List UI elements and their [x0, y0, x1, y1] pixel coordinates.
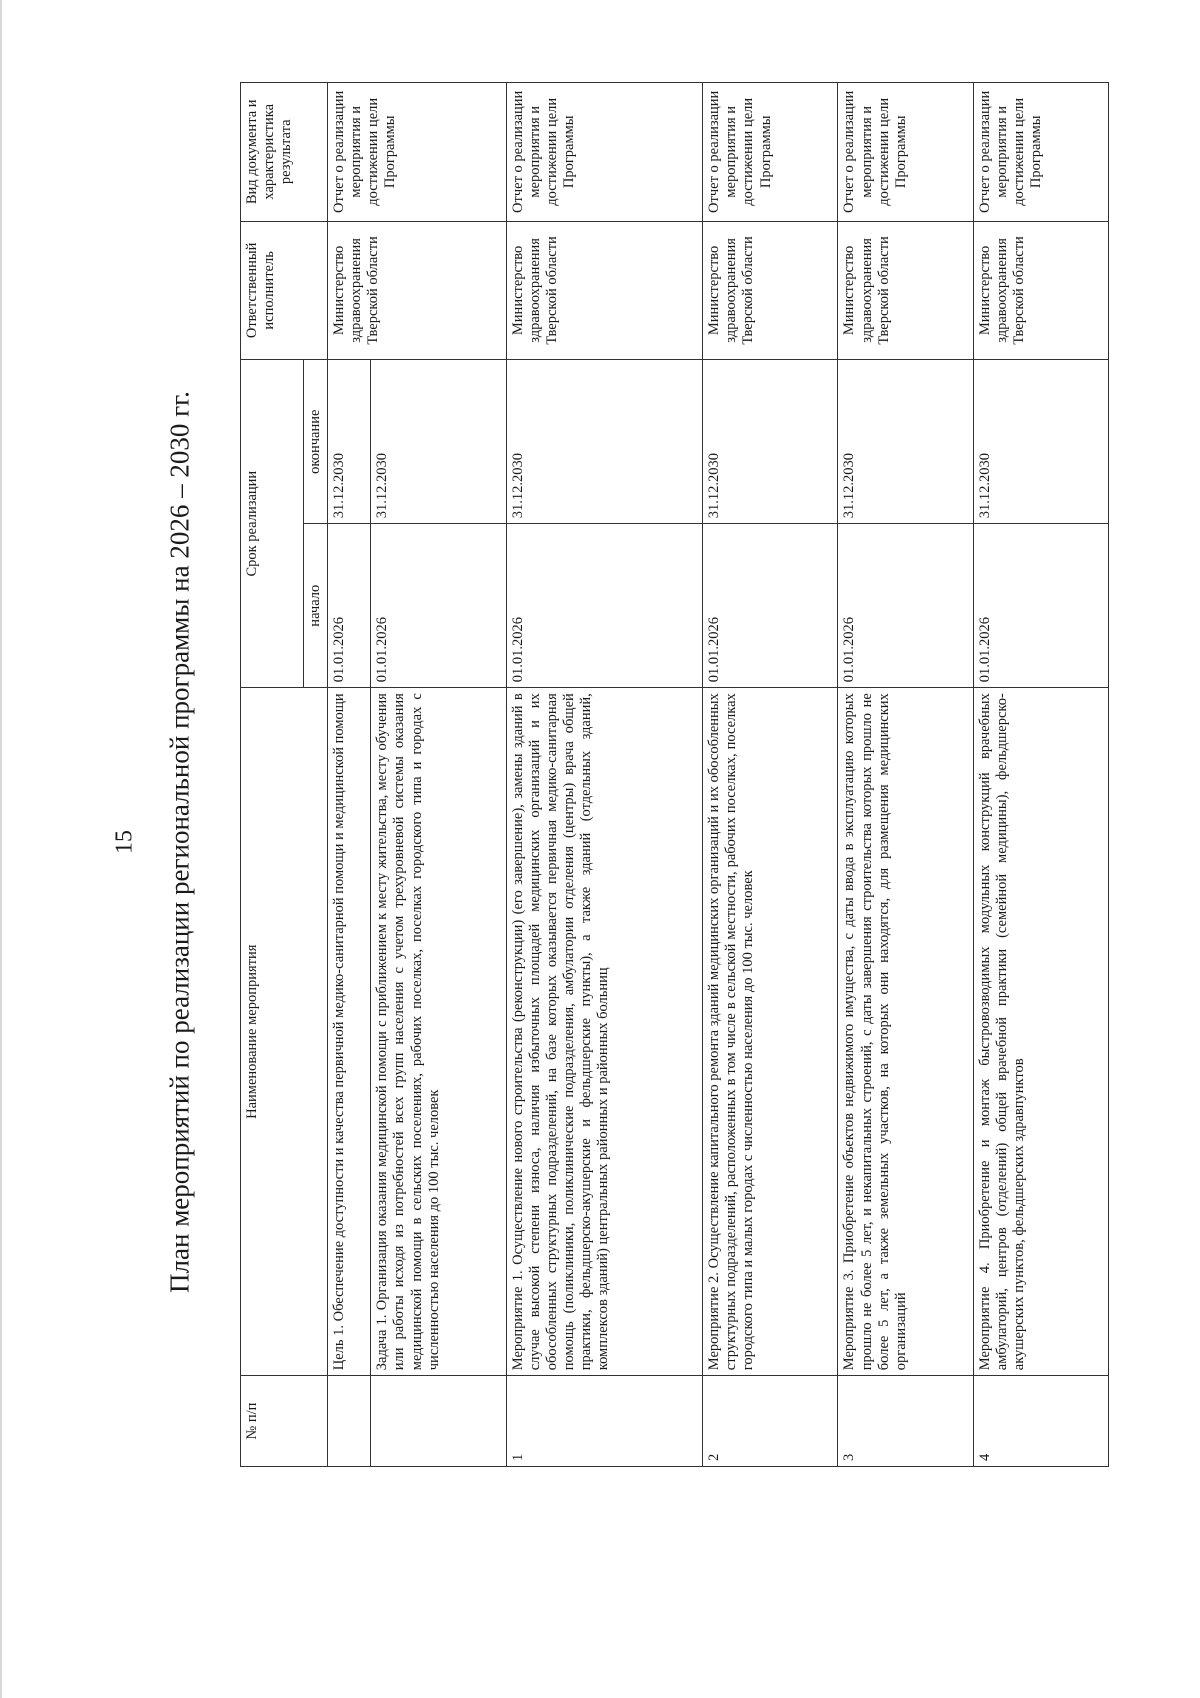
table-row-goal [328, 83, 371, 1467]
row-name: Мероприятие 4. Приобретение и монтаж быстровозводимых модульных конструкций врачебных амбулаторий, центров (отделений) общей врачебной практики (семейной медицины), фельдшерско-акушерских пунктов, фельдшерских здравпунктов [973, 688, 1108, 1376]
row-end: 31.12.2030 [838, 360, 973, 524]
row-name: Мероприятие 1. Осуществление нового строительства (реконструкции) (его завершение), замены зданий в случае высокой степени износа, наличия избыточных площадей медицинских организаций и их обособленных структурных подразделений, на базе которых оказывается первичная медико-санитарная помощь (поликлиники, поликлинические подразделения, амбулатории отделения (центры) врача общей практики, фельдшерско-акушерские и фельдшерские пункты), а также зданий (отдельных зданий, комплексов зданий) центральных районных и районных больниц [506, 688, 703, 1376]
row-end: 31.12.2030 [506, 360, 703, 524]
row-start: 01.01.2026 [703, 524, 838, 688]
row-name: Задача 1. Организация оказания медицинской помощи с приближением к месту жительства, месту обучения или работы исходя из потребностей всех групп населения с учетом трехуровневой системы оказания медицинской помощи в сельских поселениях, рабочих поселках, поселках городского типа и городах с численностью населения до 100 тыс. человек [371, 688, 506, 1376]
row-responsible: Министерство здравоохранения Тверской области [838, 221, 973, 360]
row-end: 31.12.2030 [371, 360, 506, 524]
row-num [371, 1376, 506, 1467]
plan-table-rotated [240, 82, 1109, 1467]
header-period: Срок реализации [241, 360, 304, 688]
table-row-measure-3 [838, 83, 973, 1467]
document-title: План мероприятий по реализации региональной программы на 2026 – 2030 гг. [164, 391, 195, 1293]
scan-edge [0, 0, 2, 1698]
header-responsible: Ответственный исполнитель [241, 221, 328, 360]
row-responsible: Министерство здравоохранения Тверской области [506, 221, 703, 360]
row-start: 01.01.2026 [506, 524, 703, 688]
row-name: Цель 1. Обеспечение доступности и качества первичной медико-санитарной помощи и медицинской помощи [328, 688, 371, 1376]
row-result: Отчет о реализации мероприятия и достижении цели Программы [328, 83, 506, 222]
row-name: Мероприятие 2. Осуществление капитального ремонта зданий медицинских организаций и их обособленных структурных подразделений, расположенных в том числе в сельской местности, рабочих поселках, поселках городского типа и малых городах с численностью населения до 100 тыс. человек [703, 688, 838, 1376]
table-row-measure-4 [973, 83, 1108, 1467]
row-start: 01.01.2026 [838, 524, 973, 688]
row-responsible: Министерство здравоохранения Тверской области [703, 221, 838, 360]
row-end: 31.12.2030 [328, 360, 371, 524]
row-result: Отчет о реализации мероприятия и достижении цели Программы [506, 83, 703, 222]
row-num: 1 [506, 1376, 703, 1467]
header-name: Наименование мероприятия [241, 688, 328, 1376]
row-start: 01.01.2026 [973, 524, 1108, 688]
header-result: Вид документа и характеристика результата [241, 83, 328, 222]
row-num [328, 1376, 371, 1467]
header-num: № п/п [241, 1376, 328, 1467]
row-start: 01.01.2026 [371, 524, 506, 688]
header-end: окончание [304, 360, 328, 524]
row-result: Отчет о реализации мероприятия и достижении цели Программы [838, 83, 973, 222]
row-end: 31.12.2030 [703, 360, 838, 524]
header-row-1 [241, 83, 304, 1467]
page-number: 15 [111, 830, 138, 854]
row-num: 4 [973, 1376, 1108, 1467]
table-row-measure-1 [506, 83, 703, 1467]
header-start: начало [304, 524, 328, 688]
row-start: 01.01.2026 [328, 524, 371, 688]
row-result: Отчет о реализации мероприятия и достижении цели Программы [973, 83, 1108, 222]
plan-table [240, 82, 1109, 1467]
row-result: Отчет о реализации мероприятия и достижении цели Программы [703, 83, 838, 222]
row-end: 31.12.2030 [973, 360, 1108, 524]
row-responsible: Министерство здравоохранения Тверской области [973, 221, 1108, 360]
row-num: 2 [703, 1376, 838, 1467]
row-responsible: Министерство здравоохранения Тверской области [328, 221, 506, 360]
table-row-measure-2 [703, 83, 838, 1467]
row-name: Мероприятие 3. Приобретение объектов недвижимого имущества, с даты ввода в эксплуатацию которых прошло не более 5 лет, и некапитальных строений, с даты завершения строительства которых прошло не более 5 лет, а также земельных участков, на которых они находятся, для размещения медицинских организаций [838, 688, 973, 1376]
row-num: 3 [838, 1376, 973, 1467]
